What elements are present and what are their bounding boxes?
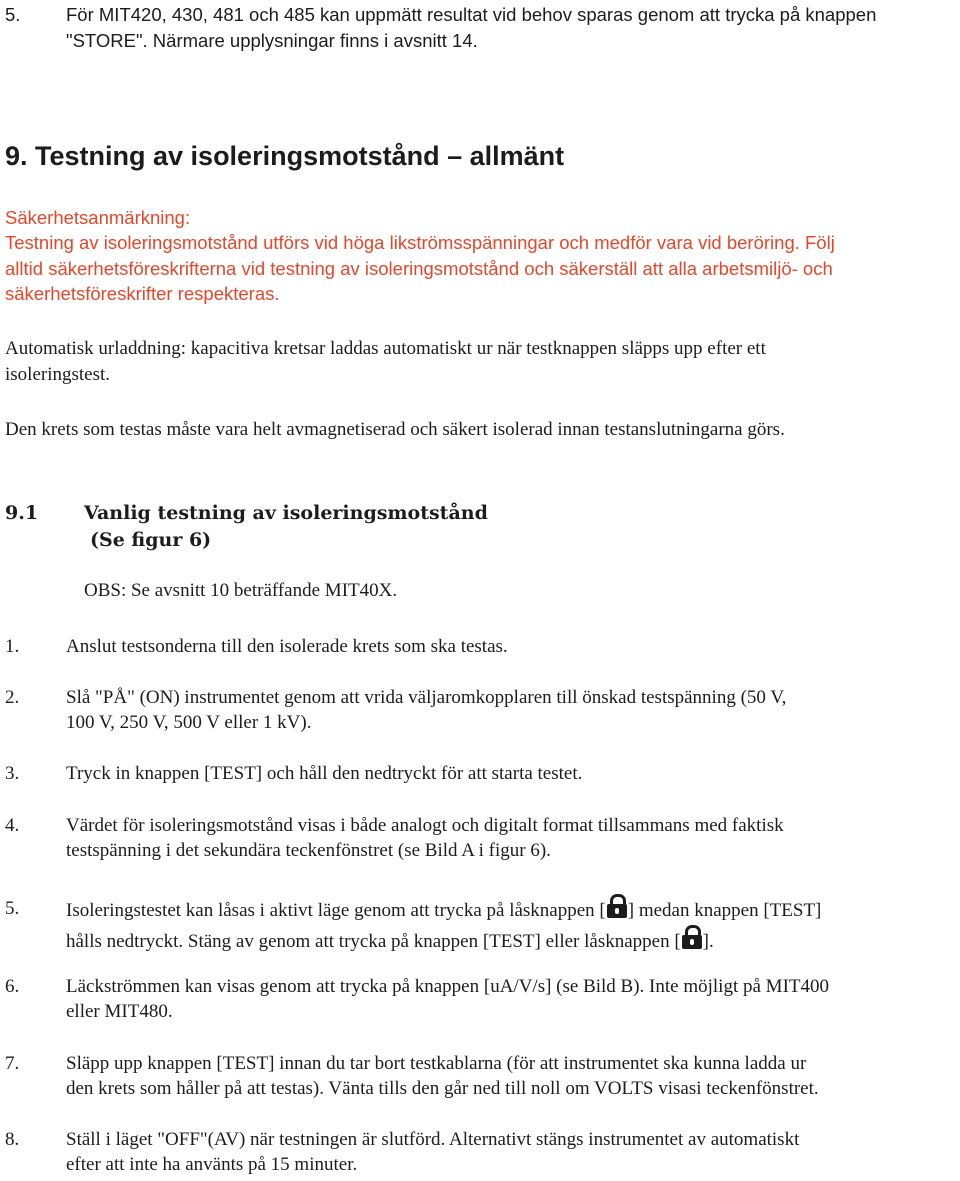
- list-number: 5.: [5, 4, 21, 25]
- list-text: [66, 1127, 955, 1177]
- text-line: isoleringstest.: [5, 364, 111, 385]
- list-number: 7.: [5, 1053, 20, 1074]
- text-line: Värdet för isoleringsmotstånd visas i både analogt och digitalt format tillsammans med faktisk: [66, 815, 784, 836]
- text-line: Läckströmmen kan visas genom att trycka på knappen [uA/V/s] (se Bild B). Inte möjligt på MIT400: [66, 976, 829, 997]
- text-line: Släpp upp knappen [TEST] innan du tar bort testkablarna (för att instrumentet ska kunna ladda ur: [66, 1053, 807, 1074]
- text-line: Slå "PÅ" (ON) instrumentet genom att vrida väljaromkopplaren till önskad testspänning (50 V,: [66, 687, 787, 708]
- list-text: [66, 813, 955, 863]
- list-number: 5.: [5, 898, 20, 919]
- text-line: "STORE". Närmare upplysningar finns i avsnitt 14.: [66, 29, 478, 51]
- text-line: efter att inte ha använts på 15 minuter.: [66, 1154, 358, 1175]
- text-line: För MIT420, 430, 481 och 485 kan uppmätt resultat vid behov sparas genom att trycka på knappen: [66, 4, 877, 25]
- list-text: [66, 894, 955, 956]
- safety-note: [5, 230, 945, 307]
- text-segment: ].: [702, 931, 714, 952]
- list-number: 1.: [5, 636, 20, 657]
- section-title-9-1: Vanlig testning av isoleringsmotstånd: [84, 502, 488, 524]
- text-line: Testning av isoleringsmotstånd utförs vid höga likströmsspänningar och medför vara vid beröring. Följ: [5, 232, 835, 253]
- text-segment: hålls nedtryckt. Stäng av genom att trycka på knappen [TEST] eller låsknappen [: [66, 931, 681, 952]
- list-number: 8.: [5, 1129, 20, 1150]
- obs-note: OBS: Se avsnitt 10 beträffande MIT40X.: [84, 580, 398, 601]
- text-line: Automatisk urladdning: kapacitiva kretsar laddas automatiskt ur när testknappen släpps upp efter ett: [5, 338, 766, 359]
- list-number: 6.: [5, 976, 20, 997]
- lock-icon: [607, 894, 627, 918]
- list-number: 3.: [5, 763, 20, 784]
- text-line: 100 V, 250 V, 500 V eller 1 kV).: [66, 712, 312, 733]
- auto-discharge-paragraph: [5, 336, 935, 388]
- list-text: [66, 2, 955, 53]
- text-line: säkerhetsföreskrifter respekteras.: [5, 283, 280, 304]
- list-text: [66, 761, 955, 786]
- text-line: Ställ i läget "OFF"(AV) när testningen är slutförd. Alternativt stängs instrumentet av automatiskt: [66, 1129, 800, 1150]
- list-text: [66, 685, 955, 735]
- lock-icon: [682, 925, 702, 949]
- section-heading-9: 9. Testning av isoleringsmotstånd – allmänt: [5, 141, 565, 171]
- list-text: [66, 974, 955, 1024]
- circuit-paragraph: Den krets som testas måste vara helt avmagnetiserad och säkert isolerad innan testanslutningarna görs.: [5, 419, 785, 440]
- text-line: eller MIT480.: [66, 1001, 173, 1022]
- list-text: [66, 634, 955, 659]
- text-line: [66, 925, 955, 956]
- text-segment: Isoleringstestet kan låsas i aktivt läge genom att trycka på låsknappen [: [66, 900, 606, 921]
- list-text: [66, 1051, 955, 1101]
- safety-label: Säkerhetsanmärkning:: [5, 207, 191, 228]
- text-line: testspänning i det sekundära teckenfönstret (se Bild A i figur 6).: [66, 840, 551, 861]
- section-number-9-1: 9.1: [5, 502, 39, 524]
- text-line: Tryck in knappen [TEST] och håll den nedtryckt för att starta testet.: [66, 763, 583, 784]
- text-segment: ] medan knappen [TEST]: [627, 900, 822, 921]
- text-line: den krets som håller på att testas). Vänta tills den går ned till noll om VOLTS visasi teckenfönstret.: [66, 1078, 819, 1099]
- list-number: 4.: [5, 815, 20, 836]
- text-line: alltid säkerhetsföreskrifterna vid testning av isoleringsmotstånd och säkerställ att alla arbetsmiljö- och: [5, 257, 833, 279]
- section-subtitle-9-1: (Se figur 6): [90, 529, 212, 551]
- text-line: [66, 894, 955, 925]
- text-line: Anslut testsonderna till den isolerade krets som ska testas.: [66, 636, 508, 657]
- list-number: 2.: [5, 687, 20, 708]
